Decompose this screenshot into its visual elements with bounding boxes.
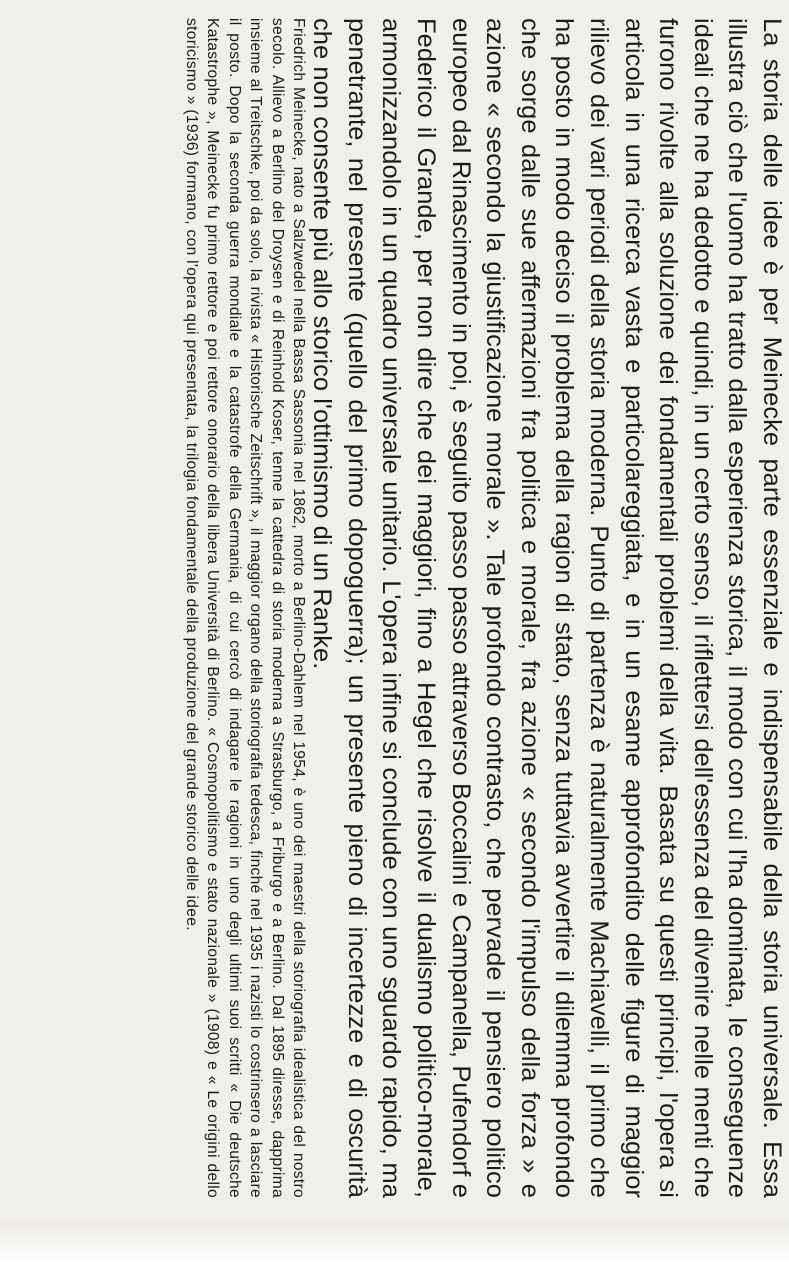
page-bottom-edge (0, 1220, 789, 1280)
synopsis-paragraph: La storia delle idee è per Meinecke parte essenziale e indispensabile della storia universale. Essa illustra ciò che l'uomo ha tratto dalla esperienza storica, il modo con cui l'ha dominata, le conseguenze ideali che ne ha dedotto e quindi, in un certo senso, il riflettersi dell'essenza del divenire nelle menti che furono rivolte alla soluzione dei fondamentali problemi della vita. Basata su questi principi, l'opera si articola in una ricerca vasta e particolareggiata, e in un esame approfondito delle figure di maggior rilievo dei vari periodi della storia moderna. Punto di partenza è naturalmente Machiavelli, il primo che ha posto in modo deciso il problema della ragion di stato, senza tuttavia avvertire il dilemma profondo che sorge dalle sue affermazioni fra politica e morale, fra azione « secondo l'impulso della forza » e azione « secondo la giustificazione morale ». Tale profondo contrasto, che pervade il pensiero politico europeo dal Rinascimento in poi, è seguito passo passo attraverso Boccalini e Campanella, Pufendorf e Federico il Grande, per non dire che dei maggiori, fino a Hegel che risolve il dualismo politico-morale, armonizzandolo in un quadro universale unitario. L'opera infine si conclude con uno sguardo rapido, ma penetrante, nel presente (quello del primo dopoguerra); un presente pieno di incertezze e di oscurità che non consente più allo storico l'ottimismo di un Ranke. (308, 18, 786, 1198)
author-biography-paragraph: Friedrich Meinecke, nato a Salzwedel nella Bassa Sassonia nel 1862, morto a Berlino-Dahlem nel 1954, è uno dei maestri della storiografia idealistica del nostro secolo. Allievo a Berlino del Droysen e di Reinhold Koser, tenne la cattedra di storia moderna a Strasburgo, a Friburgo e a Berlino. Dal 1895 diresse, dapprima insieme al Treitschke, poi da solo, la rivista « Historische Zeitschrift », il maggior organo della storiografia tedesca, finché nel 1935 i nazisti lo costrinsero a lasciare il posto. Dopo la seconda guerra mondiale e la catastrofe della Germania, di cui cercò di indagare le ragioni in uno degli ultimi suoi scritti « Die deutsche Katastrophe », Meinecke fu primo rettore e poi rettore onorario della libera Università di Berlino. « Cosmopolitismo e stato nazionale » (1908) e « Le origini dello storicismo » (1936) formano, con l'opera qui presentata, la trilogia fondamentale della produzione del grande storico delle idee. (182, 18, 307, 1198)
rotated-text-block (182, 18, 789, 1198)
